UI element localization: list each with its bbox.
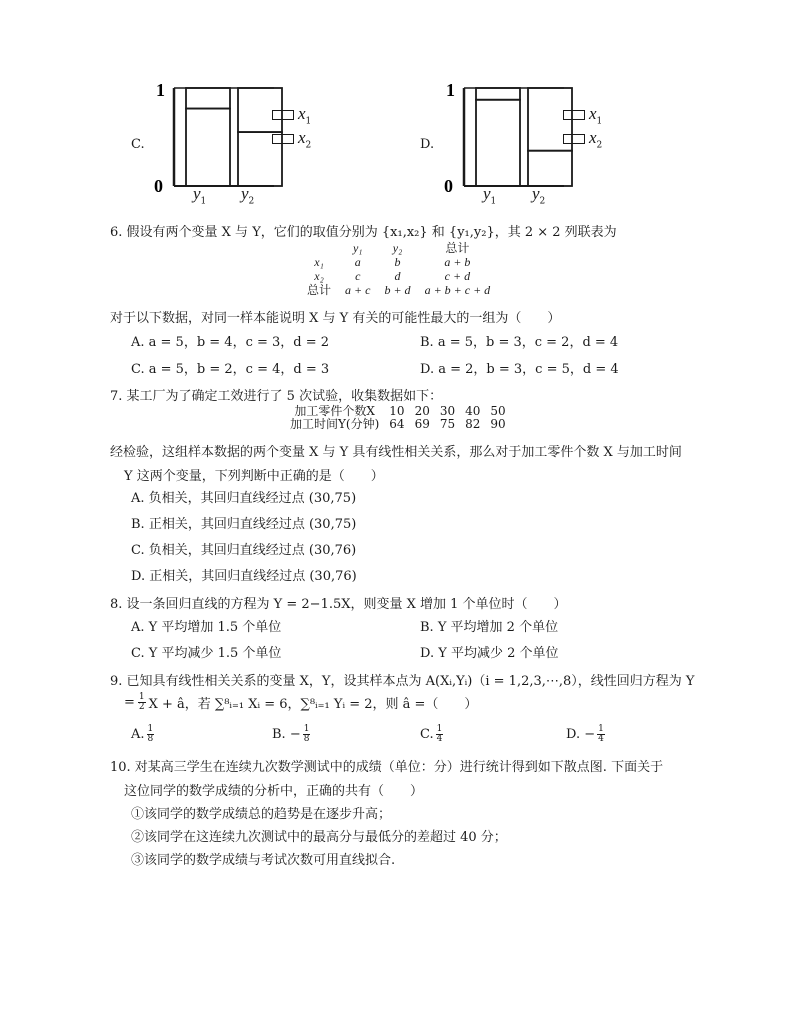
q6-contingency-table — [300, 241, 497, 297]
table-cell: 总计 — [307, 283, 332, 297]
q10-statement-1: ①该同学的数学成绩总的趋势是在逐步升高； — [131, 807, 392, 822]
legend-swatch — [563, 110, 585, 120]
q9-fraction: $\frac{1}{2}$ — [138, 692, 145, 712]
chart-c-cat1: $y_1$ — [193, 184, 207, 207]
q10-line1: 10. 对某高三学生在连续九次数学测试中的成绩（单位：分）进行统计得到如下散点图. 下面关于 — [110, 760, 664, 775]
q8-option-b[interactable]: B. Y 平均增加 2 个单位 — [420, 620, 559, 635]
chart-c-axis-top: 1 — [156, 80, 165, 100]
chart-d-axis-zero: 0 — [444, 176, 453, 196]
q8-option-d[interactable]: D. Y 平均减少 2 个单位 — [420, 646, 559, 661]
q7-option-b[interactable]: B. 正相关，其回归直线经过点 (30,75) — [131, 517, 357, 532]
table-cell: 75 — [439, 417, 456, 431]
q7-data-table — [285, 405, 511, 431]
q9-option-c[interactable]: C. $\frac{1}{4}$ — [420, 724, 443, 744]
q8-option-a[interactable]: A. Y 平均增加 1.5 个单位 — [131, 620, 282, 635]
table-row — [300, 255, 497, 269]
q7-option-c[interactable]: C. 负相关，其回归直线经过点 (30,76) — [131, 543, 357, 558]
q9-option-a[interactable]: A. $\frac{1}{8}$ — [131, 724, 154, 744]
table-cell: 30 — [439, 404, 456, 418]
table-cell: 40 — [465, 404, 481, 418]
chart-c-axis-zero: 0 — [154, 176, 163, 196]
table-cell: b — [394, 255, 401, 269]
q10-statement-3: ③该同学的数学成绩与考试次数可用直线拟合. — [131, 853, 396, 868]
table-cell: y₂ — [392, 241, 403, 255]
bar-segment-x1-y1 — [186, 109, 230, 186]
chart-d — [440, 80, 580, 200]
table-cell — [300, 241, 338, 255]
q7-prompt-line2: Y 这两个变量，下列判断中正确的是（ ） — [124, 469, 384, 484]
table-row — [300, 269, 497, 283]
q9-option-d[interactable]: D. − $\frac{1}{4}$ — [566, 724, 604, 744]
q7-stem: 7. 某工厂为了确定工效进行了 5 次试验，收集数据如下： — [110, 389, 443, 404]
table-cell: a + c — [345, 283, 371, 297]
q9-option-b[interactable]: B. − $\frac{1}{8}$ — [272, 724, 310, 744]
table-cell: 64 — [389, 417, 405, 431]
table-cell: a + b — [444, 255, 471, 269]
chart-c-legend-x1: $x_1$ — [272, 104, 311, 126]
q6-prompt: 对于以下数据，对同一样本能说明 X 与 Y 有关的可能性最大的一组为（ ） — [110, 311, 561, 326]
chart-c-cat2: $y_2$ — [241, 184, 255, 207]
q6-option-a[interactable]: A. a = 5，b = 4，c = 3，d = 2 — [131, 335, 330, 350]
q6-option-b[interactable]: B. a = 5，b = 3，c = 2，d = 4 — [420, 335, 619, 350]
chart-d-cat1: $y_1$ — [483, 184, 497, 207]
table-row — [300, 283, 497, 297]
chart-c-legend-x2: $x_2$ — [272, 128, 311, 150]
table-cell: 82 — [465, 417, 481, 431]
q7-prompt-line1: 经检验，这组样本数据的两个变量 X 与 Y 具有线性相关关系，那么对于加工零件个数 X 与加工时间 — [110, 445, 682, 460]
option-c-label: C. — [131, 137, 145, 152]
table-cell: x₁ — [314, 255, 324, 269]
q10-line2: 这位同学的数学成绩的分析中，正确的共有（ ） — [124, 784, 424, 799]
bar-segment-x1-y2 — [528, 151, 572, 186]
table-cell: a + b + c + d — [424, 283, 491, 297]
bar-segment-x1-y1 — [476, 100, 520, 186]
table-cell: 10 — [389, 404, 405, 418]
q9-stem-line2 — [124, 693, 477, 712]
chart-c — [150, 80, 290, 200]
bar-segment-x2-y1 — [186, 88, 230, 109]
q6-option-c[interactable]: C. a = 5，b = 2，c = 4，d = 3 — [131, 362, 330, 377]
table-cell: 20 — [414, 404, 430, 418]
equals-sign: = — [124, 695, 135, 710]
q10-statement-2: ②该同学在这连续九次测试中的最高分与最低分的差超过 40 分； — [131, 830, 507, 845]
table-cell: d — [394, 269, 401, 283]
table-cell: 加工时间Y(分钟) — [290, 417, 380, 431]
table-cell: c + d — [444, 269, 471, 283]
q8-stem: 8. 设一条回归直线的方程为 Y = 2−1.5X，则变量 X 增加 1 个单位时（ ） — [110, 597, 567, 612]
table-cell: 69 — [414, 417, 430, 431]
table-cell: x₂ — [314, 269, 324, 283]
legend-swatch — [272, 134, 294, 144]
option-d-label: D. — [420, 137, 435, 152]
legend-swatch — [563, 134, 585, 144]
q9-stem-line1: 9. 已知具有线性相关关系的变量 X，Y，设其样本点为 A(Xᵢ,Yᵢ)（i = 1,2,3,⋯,8），线性回归方程为 Y — [110, 674, 695, 689]
table-cell: a — [354, 255, 361, 269]
q7-option-d[interactable]: D. 正相关，其回归直线经过点 (30,76) — [131, 569, 357, 584]
q7-option-a[interactable]: A. 负相关，其回归直线经过点 (30,75) — [131, 491, 357, 506]
q9-equation-rest: X + â，若 ∑⁸ᵢ₌₁ Xᵢ = 6，∑⁸ᵢ₌₁ Yᵢ = 2，则 â =（ ） — [148, 697, 478, 712]
table-row — [285, 418, 511, 431]
table-cell: 50 — [490, 404, 506, 418]
table-cell: 加工零件个数X — [294, 404, 375, 418]
table-row — [300, 241, 497, 255]
table-cell: y₁ — [352, 241, 363, 255]
chart-d-cat2: $y_2$ — [532, 184, 546, 207]
table-cell: c — [355, 269, 361, 283]
bar-segment-x2-y1 — [476, 88, 520, 100]
q8-option-c[interactable]: C. Y 平均减少 1.5 个单位 — [131, 646, 282, 661]
q6-stem: 6. 假设有两个变量 X 与 Y，它们的取值分别为 {x₁,x₂} 和 {y₁,y₂}，其 2 × 2 列联表为 — [110, 225, 617, 240]
table-cell: 总计 — [445, 241, 470, 255]
chart-d-legend-x1: $x_1$ — [563, 104, 602, 126]
chart-d-legend-x2: $x_2$ — [563, 128, 602, 150]
legend-swatch — [272, 110, 294, 120]
q6-option-d[interactable]: D. a = 2，b = 3，c = 5，d = 4 — [420, 362, 619, 377]
table-cell: 90 — [490, 417, 506, 431]
table-cell: b + d — [384, 283, 411, 297]
chart-d-axis-top: 1 — [446, 80, 455, 100]
